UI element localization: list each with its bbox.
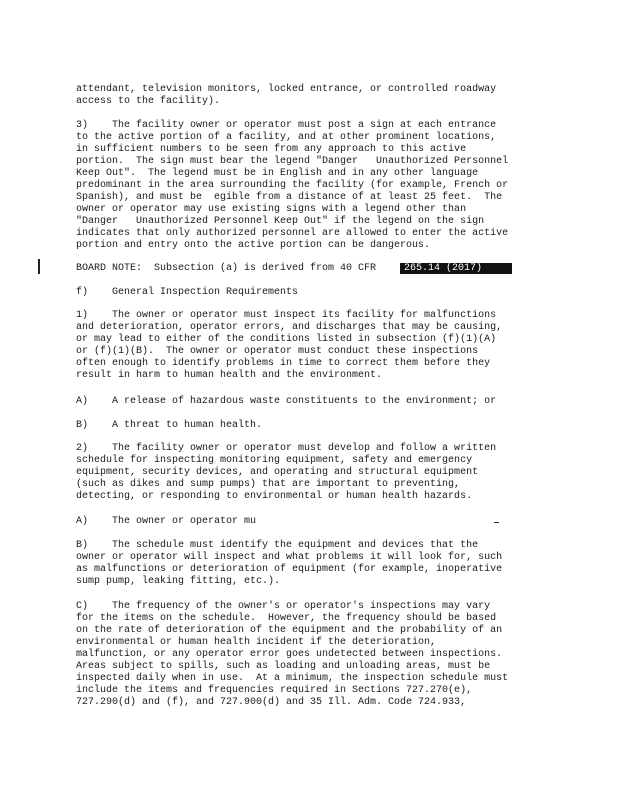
- text-line: C) The frequency of the owner's or operator's inspections may vary: [76, 601, 491, 612]
- text-line: 3) The facility owner or operator must post a sign at each entrance: [76, 120, 497, 131]
- text-line: result in harm to human health and the environment.: [76, 370, 383, 381]
- text-line: attendant, television monitors, locked entrance, or controlled roadway: [76, 84, 497, 95]
- text-line: predominant in the area surrounding the facility (for example, French or: [76, 180, 509, 191]
- text-line: (such as dikes and sump pumps) that are important to preventing,: [76, 479, 461, 490]
- text-line: A) The owner or operator mu: [76, 516, 257, 527]
- text-line: or may lead to either of the conditions listed in subsection (f)(1)(A): [76, 334, 497, 345]
- text-line: 2) The facility owner or operator must develop and follow a written: [76, 443, 497, 454]
- text-line: schedule for inspecting monitoring equipment, safety and emergency: [76, 455, 473, 466]
- text-line: B) A threat to human health.: [76, 420, 263, 431]
- section-heading: f) General Inspection Requirements: [76, 287, 299, 298]
- text-line: to the active portion of a facility, and at other prominent locations,: [76, 132, 497, 143]
- text-line: B) The schedule must identify the equipment and devices that the: [76, 540, 479, 551]
- text-line: on the rate of deterioration of the equipment and the probability of an: [76, 625, 503, 636]
- text-line: 727.290(d) and (f), and 727.900(d) and 35 Ill. Adm. Code 724.933,: [76, 697, 467, 708]
- text-line: portion and entry onto the active portion can be dangerous.: [76, 240, 431, 251]
- margin-change-bar: [38, 259, 40, 274]
- text-line: in sufficient numbers to be seen from any approach to this active: [76, 144, 467, 155]
- text-line: and deterioration, operator errors, and discharges that may be causing,: [76, 322, 503, 333]
- text-line: A) A release of hazardous waste constituents to the environment; or: [76, 396, 497, 407]
- text-line: malfunction, or any operator error goes undetected between inspections.: [76, 649, 503, 660]
- text-line: inspected daily when in use. At a minimum, the inspection schedule must: [76, 673, 509, 684]
- text-line: owner or operator may use existing signs with a legend other than: [76, 204, 467, 215]
- text-line: include the items and frequencies required in Sections 727.270(e),: [76, 685, 473, 696]
- text-line: indicates that only authorized personnel are allowed to enter the active: [76, 228, 509, 239]
- text-line: for the items on the schedule. However, the frequency should be based: [76, 613, 497, 624]
- text-line: "Danger Unauthorized Personnel Keep Out" if the legend on the sign: [76, 216, 485, 227]
- text-line: sump pump, leaking fitting, etc.).: [76, 576, 281, 587]
- redacted-text: 265.14 (2017): [404, 263, 483, 274]
- text-line: Keep Out". The legend must be in English and in any other language: [76, 168, 479, 179]
- board-note: BOARD NOTE: Subsection (a) is derived from 40 CFR: [76, 263, 377, 274]
- text-line: Areas subject to spills, such as loading and unloading areas, must be: [76, 661, 491, 672]
- text-line: portion. The sign must bear the legend "Danger Unauthorized Personnel: [76, 156, 509, 167]
- text-line: as malfunctions or deterioration of equipment (for example, inoperative: [76, 564, 503, 575]
- text-line: equipment, security devices, and operating and structural equipment: [76, 467, 479, 478]
- stray-mark: [494, 522, 499, 523]
- text-line: access to the facility).: [76, 96, 221, 107]
- text-line: Spanish), and must be egible from a distance of at least 25 feet. The: [76, 192, 503, 203]
- text-line: or (f)(1)(B). The owner or operator must conduct these inspections: [76, 346, 479, 357]
- text-line: often enough to identify problems in time to correct them before they: [76, 358, 491, 369]
- text-line: environmental or human health incident if the deterioration,: [76, 637, 437, 648]
- text-line: owner or operator will inspect and what problems it will look for, such: [76, 552, 503, 563]
- text-line: 1) The owner or operator must inspect its facility for malfunctions: [76, 310, 497, 321]
- text-line: detecting, or responding to environmental or human health hazards.: [76, 491, 473, 502]
